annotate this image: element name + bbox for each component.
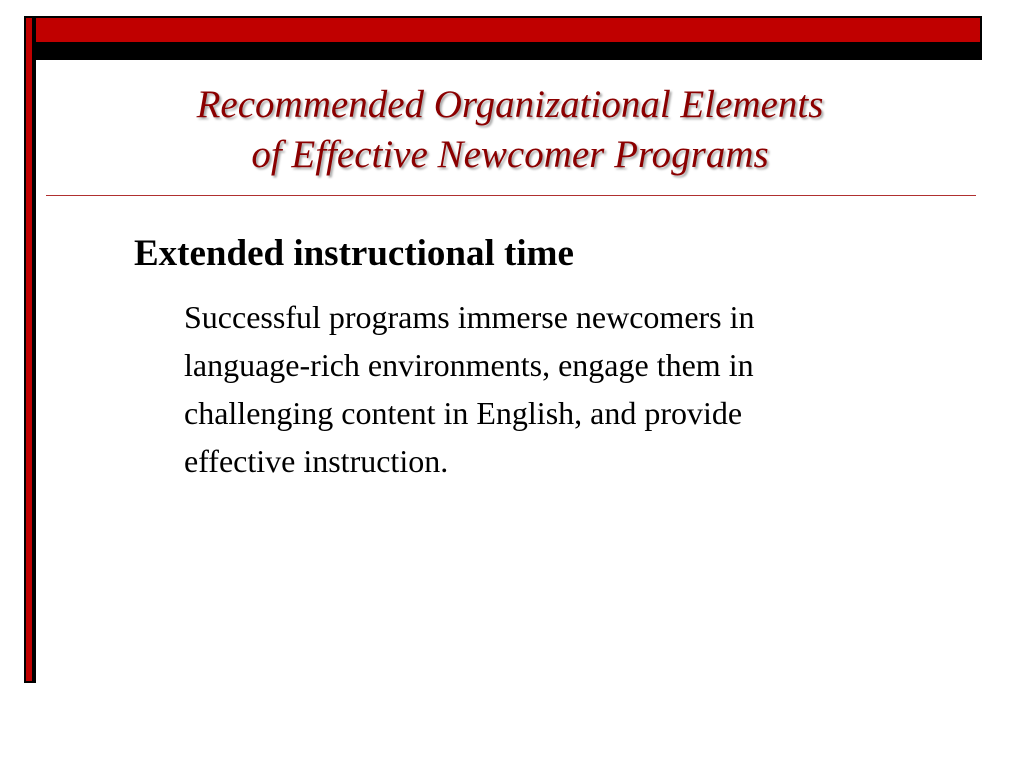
body-line-4: effective instruction. xyxy=(184,443,449,479)
body-paragraph xyxy=(184,293,944,485)
bullet-heading: Extended instructional time xyxy=(134,233,574,274)
left-bar-red-stripe xyxy=(26,18,32,681)
slide-title-line-1: Recommended Organizational Elements xyxy=(196,83,824,126)
body-line-1: Successful programs immerse newcomers in xyxy=(184,299,755,335)
slide-title xyxy=(60,80,960,180)
top-decorative-bar xyxy=(24,16,982,60)
left-decorative-bar xyxy=(24,16,36,683)
top-bar-red-stripe xyxy=(26,18,980,42)
slide-title-line-2: of Effective Newcomer Programs xyxy=(251,133,769,176)
body-line-3: challenging content in English, and provide xyxy=(184,395,743,431)
body-line-2: language-rich environments, engage them in xyxy=(184,347,754,383)
title-divider xyxy=(46,195,976,196)
